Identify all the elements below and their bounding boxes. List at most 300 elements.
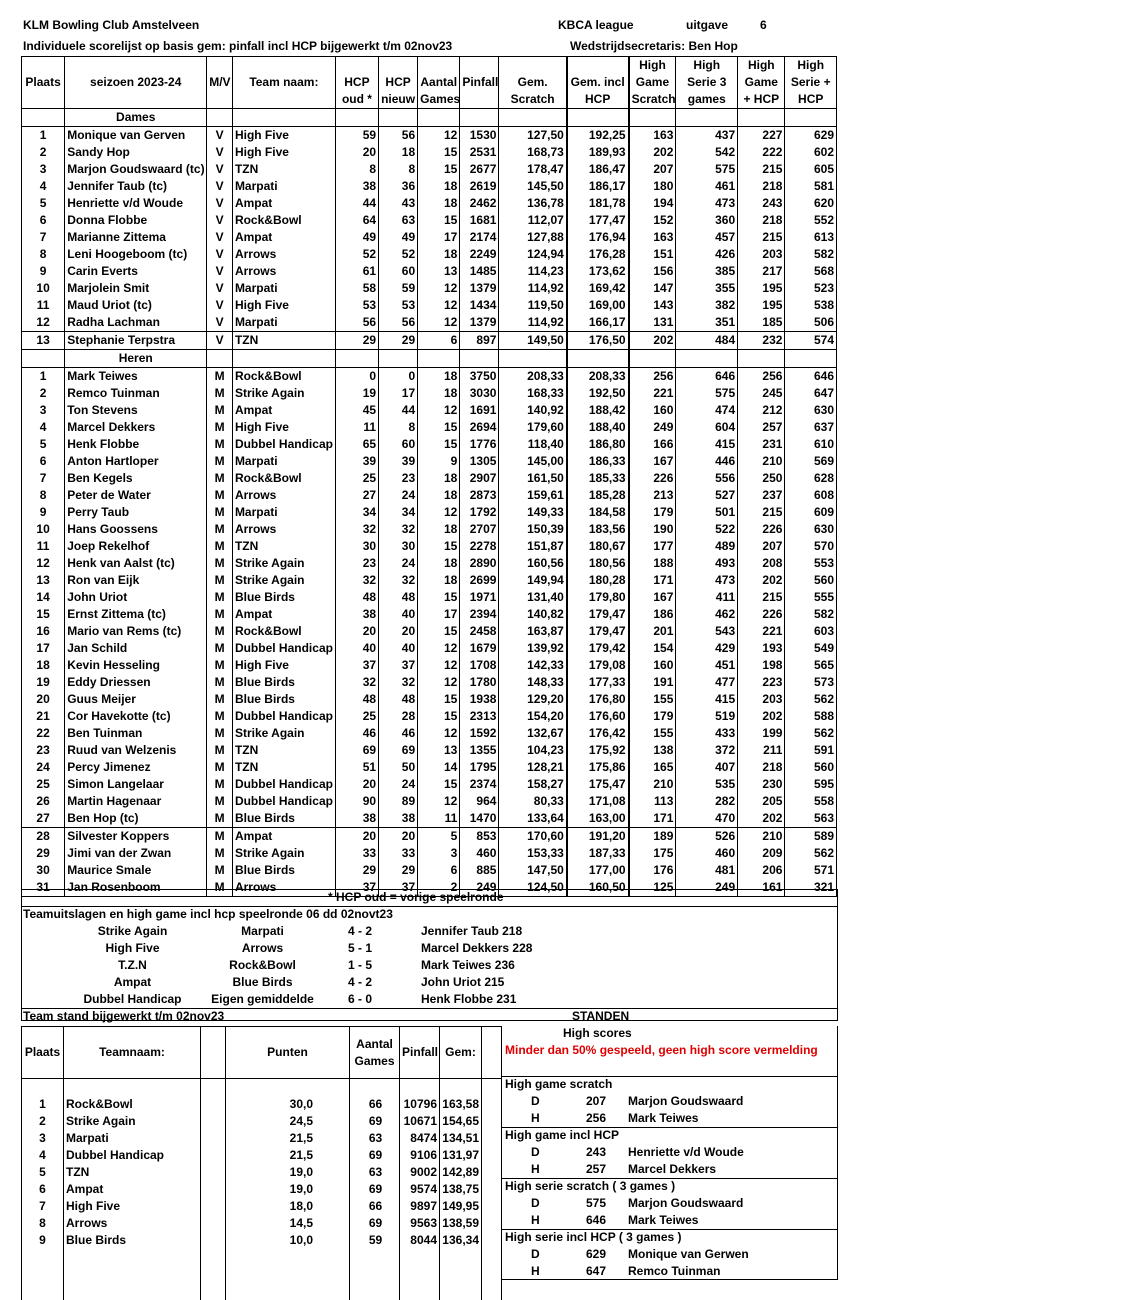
table-row [22, 691, 837, 708]
cell-gem-hcp: 191,20 [567, 828, 629, 846]
cell-hg-hcp: 185 [738, 314, 785, 332]
cell-team: Dubbel Handicap [232, 708, 335, 725]
cell-team: Strike Again [232, 385, 335, 402]
cell-hg-scratch: 175 [629, 845, 676, 862]
cell-pinfall: 3750 [460, 368, 499, 386]
cell-hg-scratch: 177 [629, 538, 676, 555]
cell-hg-scratch: 249 [629, 419, 676, 436]
cell-team: Blue Birds [232, 674, 335, 691]
cell-hs-hcp: 562 [785, 725, 837, 742]
cell-gem-hcp: 176,60 [567, 708, 629, 725]
team-cell-plaats: 5 [22, 1164, 64, 1181]
cell-hcp-nieuw: 8 [379, 419, 418, 436]
cell-hcp-oud: 30 [335, 538, 378, 555]
high-score-title: High serie incl HCP ( 3 games ) [505, 1230, 682, 1244]
blank-cell [482, 1113, 502, 1130]
team-col-punten: Punten [226, 1027, 350, 1079]
cell-naam: Perry Taub [65, 504, 207, 521]
cell-team: Marpati [232, 314, 335, 332]
cell-hs-hcp: 560 [785, 759, 837, 776]
team-row [22, 1147, 502, 1164]
cell-pinfall: 1776 [460, 436, 499, 453]
blank-cell [201, 1283, 226, 1300]
table-row [22, 810, 837, 828]
cell-hcp-nieuw: 32 [379, 521, 418, 538]
high-score-title: High game incl HCP [505, 1128, 620, 1142]
cell-hs-hcp: 570 [785, 538, 837, 555]
cell-hs-hcp: 646 [785, 368, 837, 386]
team-row [22, 1181, 502, 1198]
cell-hs-hcp: 538 [785, 297, 837, 314]
cell-hg-hcp: 215 [738, 229, 785, 246]
col-hs-3: High Serie 3 games [676, 57, 738, 109]
cell-games: 13 [418, 742, 460, 759]
cell-gem-hcp: 186,80 [567, 436, 629, 453]
result-high-game: Marcel Dekkers 228 [421, 941, 533, 955]
cell-pinfall: 460 [460, 845, 499, 862]
cell-hs-hcp: 605 [785, 161, 837, 178]
team-row [22, 1215, 502, 1232]
team-cell-plaats: 9 [22, 1232, 64, 1249]
cell-games: 15 [418, 144, 460, 161]
cell-gem-hcp: 177,33 [567, 674, 629, 691]
cell-pinfall: 897 [460, 332, 499, 350]
cell-plaats: 1 [22, 127, 65, 145]
cell-hg-scratch: 155 [629, 691, 676, 708]
blank-cell [785, 350, 837, 368]
team-col-blank [482, 1027, 502, 1079]
result-score: 4 - 2 [347, 924, 372, 938]
cell-plaats: 1 [22, 368, 65, 386]
table-row [22, 521, 837, 538]
cell-hg-scratch: 143 [629, 297, 676, 314]
cell-gem-hcp: 177,47 [567, 212, 629, 229]
team-col-pinfall: Pinfall [400, 1027, 440, 1079]
cell-gem-scratch: 153,33 [499, 845, 567, 862]
cell-mv: M [207, 402, 233, 419]
cell-naam: Jan Rosenboom [65, 879, 207, 897]
cell-games: 17 [418, 606, 460, 623]
cell-hcp-nieuw: 63 [379, 212, 418, 229]
cell-pinfall: 1795 [460, 759, 499, 776]
cell-hg-hcp: 207 [738, 538, 785, 555]
cell-plaats: 30 [22, 862, 65, 879]
cell-mv: M [207, 879, 233, 897]
table-row [22, 419, 837, 436]
table-row [22, 828, 837, 846]
cell-hcp-oud: 44 [335, 195, 378, 212]
team-col-plaats: Plaats [22, 1027, 64, 1079]
cell-hg-hcp: 217 [738, 263, 785, 280]
cell-gem-hcp: 181,78 [567, 195, 629, 212]
cell-hg-scratch: 160 [629, 657, 676, 674]
cell-hs-hcp: 582 [785, 606, 837, 623]
blank-cell [482, 1283, 502, 1300]
cell-mv: V [207, 280, 233, 297]
cell-plaats: 5 [22, 195, 65, 212]
cell-hg-scratch: 154 [629, 640, 676, 657]
cell-plaats: 25 [22, 776, 65, 793]
team-col-games: Aantal Games [350, 1027, 400, 1079]
cell-mv: V [207, 332, 233, 350]
cell-gem-scratch: 114,23 [499, 263, 567, 280]
cell-pinfall: 1470 [460, 810, 499, 828]
high-score-score: 243 [586, 1145, 607, 1159]
cell-hs-3: 460 [676, 845, 738, 862]
team-row [22, 1232, 502, 1249]
team-row [22, 1164, 502, 1181]
cell-hg-scratch: 151 [629, 246, 676, 263]
cell-hcp-nieuw: 48 [379, 691, 418, 708]
cell-gem-hcp: 189,93 [567, 144, 629, 161]
cell-hcp-oud: 52 [335, 246, 378, 263]
cell-hg-hcp: 205 [738, 793, 785, 810]
cell-hcp-oud: 20 [335, 144, 378, 161]
table-row [22, 725, 837, 742]
cell-hg-hcp: 203 [738, 246, 785, 263]
cell-games: 12 [418, 127, 460, 145]
cell-hs-hcp: 569 [785, 453, 837, 470]
cell-hs-3: 385 [676, 263, 738, 280]
edition-number: 6 [760, 18, 767, 32]
cell-hcp-oud: 56 [335, 314, 378, 332]
cell-hs-hcp: 602 [785, 144, 837, 161]
cell-gem-hcp: 169,00 [567, 297, 629, 314]
team-cell-games: 69 [350, 1215, 400, 1232]
cell-pinfall: 1971 [460, 589, 499, 606]
result-score: 6 - 0 [347, 992, 372, 1006]
cell-gem-hcp: 183,56 [567, 521, 629, 538]
cell-gem-scratch: 170,60 [499, 828, 567, 846]
cell-hcp-nieuw: 37 [379, 879, 418, 897]
cell-games: 15 [418, 436, 460, 453]
team-cell-plaats: 7 [22, 1198, 64, 1215]
cell-hg-scratch: 165 [629, 759, 676, 776]
cell-naam: Peter de Water [65, 487, 207, 504]
cell-gem-hcp: 180,56 [567, 555, 629, 572]
cell-gem-scratch: 140,82 [499, 606, 567, 623]
blank-cell [418, 109, 460, 127]
cell-pinfall: 1379 [460, 314, 499, 332]
cell-plaats: 6 [22, 212, 65, 229]
cell-hcp-oud: 58 [335, 280, 378, 297]
cell-plaats: 12 [22, 555, 65, 572]
blank-cell [201, 1266, 226, 1283]
cell-hcp-nieuw: 46 [379, 725, 418, 742]
cell-hcp-nieuw: 36 [379, 178, 418, 195]
cell-mv: M [207, 862, 233, 879]
page-subtitle: Individuele scorelijst op basis gem: pinfall incl HCP bijgewerkt t/m 02nov23 [23, 39, 453, 53]
high-score-gender: D [531, 1094, 540, 1108]
team-row [22, 1096, 502, 1113]
cell-naam: Donna Flobbe [65, 212, 207, 229]
result-home-team: High Five [105, 941, 160, 955]
cell-mv: M [207, 385, 233, 402]
cell-hs-3: 522 [676, 521, 738, 538]
cell-games: 15 [418, 623, 460, 640]
cell-hs-hcp: 549 [785, 640, 837, 657]
cell-hcp-oud: 23 [335, 555, 378, 572]
cell-hs-3: 433 [676, 725, 738, 742]
cell-plaats: 11 [22, 538, 65, 555]
result-score: 5 - 1 [347, 941, 372, 955]
high-score-player: Mark Teiwes [628, 1213, 699, 1227]
cell-gem-hcp: 208,33 [567, 368, 629, 386]
table-row [22, 280, 837, 297]
cell-team: Rock&Bowl [232, 623, 335, 640]
cell-hg-scratch: 152 [629, 212, 676, 229]
cell-plaats: 19 [22, 674, 65, 691]
cell-team: Arrows [232, 246, 335, 263]
cell-hg-scratch: 188 [629, 555, 676, 572]
cell-hs-3: 411 [676, 589, 738, 606]
blank-cell [201, 1113, 226, 1130]
cell-pinfall: 1938 [460, 691, 499, 708]
cell-games: 11 [418, 810, 460, 828]
cell-hcp-oud: 48 [335, 589, 378, 606]
table-row [22, 332, 837, 350]
cell-hcp-oud: 34 [335, 504, 378, 521]
cell-games: 6 [418, 332, 460, 350]
blank-cell [201, 1232, 226, 1249]
cell-games: 18 [418, 572, 460, 589]
cell-games: 9 [418, 453, 460, 470]
cell-hs-hcp: 562 [785, 845, 837, 862]
cell-hcp-oud: 39 [335, 453, 378, 470]
high-score-player: Mark Teiwes [628, 1111, 699, 1125]
cell-hs-3: 543 [676, 623, 738, 640]
team-cell-gem: 131,97 [440, 1147, 482, 1164]
cell-hs-3: 473 [676, 572, 738, 589]
cell-hg-scratch: 171 [629, 810, 676, 828]
col-hs-hcp: High Serie + HCP [785, 57, 837, 109]
cell-hs-3: 457 [676, 229, 738, 246]
cell-hg-scratch: 194 [629, 195, 676, 212]
cell-naam: Henk van Aalst (tc) [65, 555, 207, 572]
cell-games: 3 [418, 845, 460, 862]
cell-games: 12 [418, 640, 460, 657]
team-cell-naam: Marpati [64, 1130, 201, 1147]
cell-gem-scratch: 154,20 [499, 708, 567, 725]
cell-team: Ampat [232, 606, 335, 623]
cell-hs-3: 360 [676, 212, 738, 229]
cell-hg-scratch: 191 [629, 674, 676, 691]
cell-team: Arrows [232, 263, 335, 280]
cell-gem-scratch: 159,61 [499, 487, 567, 504]
cell-gem-hcp: 179,47 [567, 606, 629, 623]
cell-hg-hcp: 210 [738, 453, 785, 470]
team-cell-punten: 18,0 [226, 1198, 350, 1215]
cell-hg-hcp: 218 [738, 759, 785, 776]
cell-hg-hcp: 256 [738, 368, 785, 386]
cell-naam: Maud Uriot (tc) [65, 297, 207, 314]
cell-team: High Five [232, 297, 335, 314]
cell-hs-3: 382 [676, 297, 738, 314]
high-score-gender: H [531, 1213, 540, 1227]
cell-naam: Mark Teiwes [65, 368, 207, 386]
table-row [22, 793, 837, 810]
cell-pinfall: 2890 [460, 555, 499, 572]
cell-gem-scratch: 129,20 [499, 691, 567, 708]
cell-mv: M [207, 828, 233, 846]
cell-naam: Ernst Zittema (tc) [65, 606, 207, 623]
result-away-team: Marpati [241, 924, 284, 938]
cell-pinfall: 2462 [460, 195, 499, 212]
cell-plaats: 24 [22, 759, 65, 776]
cell-games: 12 [418, 725, 460, 742]
cell-hg-hcp: 232 [738, 332, 785, 350]
table-row [22, 589, 837, 606]
cell-hcp-oud: 32 [335, 521, 378, 538]
cell-hcp-oud: 64 [335, 212, 378, 229]
cell-hg-hcp: 202 [738, 810, 785, 828]
cell-hcp-oud: 46 [335, 725, 378, 742]
cell-pinfall: 964 [460, 793, 499, 810]
high-score-player: Marjon Goudswaard [628, 1094, 744, 1108]
cell-pinfall: 3030 [460, 385, 499, 402]
cell-hs-hcp: 588 [785, 708, 837, 725]
cell-pinfall: 885 [460, 862, 499, 879]
footnote: * HCP oud = vorige speelronde [328, 890, 504, 904]
blank-cell [201, 1096, 226, 1113]
table-row [22, 297, 837, 314]
cell-hcp-nieuw: 18 [379, 144, 418, 161]
cell-gem-hcp: 184,58 [567, 504, 629, 521]
cell-plaats: 21 [22, 708, 65, 725]
cell-plaats: 3 [22, 161, 65, 178]
result-away-team: Eigen gemiddelde [211, 992, 314, 1006]
cell-team: High Five [232, 657, 335, 674]
cell-gem-scratch: 149,94 [499, 572, 567, 589]
cell-hcp-nieuw: 32 [379, 674, 418, 691]
col-plaats: Plaats [22, 57, 65, 109]
filler-row [22, 1266, 502, 1283]
cell-team: TZN [232, 161, 335, 178]
cell-gem-scratch: 140,92 [499, 402, 567, 419]
cell-gem-hcp: 185,33 [567, 470, 629, 487]
result-home-team: Strike Again [97, 924, 168, 938]
cell-hs-3: 489 [676, 538, 738, 555]
cell-plaats: 7 [22, 229, 65, 246]
cell-naam: Radha Lachman [65, 314, 207, 332]
cell-naam: Simon Langelaar [65, 776, 207, 793]
cell-mv: M [207, 521, 233, 538]
cell-hcp-oud: 61 [335, 263, 378, 280]
cell-gem-hcp: 187,33 [567, 845, 629, 862]
blank-cell [567, 109, 629, 127]
cell-naam: Monique van Gerven [65, 127, 207, 145]
table-row [22, 314, 837, 332]
blank-cell [207, 350, 233, 368]
cell-mv: M [207, 453, 233, 470]
table-row [22, 657, 837, 674]
spacer-row [22, 1079, 502, 1097]
blank-cell [629, 109, 676, 127]
cell-mv: M [207, 725, 233, 742]
team-cell-punten: 21,5 [226, 1147, 350, 1164]
high-score-score: 646 [586, 1213, 607, 1227]
cell-gem-scratch: 145,50 [499, 178, 567, 195]
cell-gem-scratch: 147,50 [499, 862, 567, 879]
high-score-gender: H [531, 1111, 540, 1125]
table-row [22, 606, 837, 623]
table-row [22, 178, 837, 195]
cell-gem-hcp: 186,47 [567, 161, 629, 178]
blank-cell [335, 109, 378, 127]
section-row [22, 109, 837, 127]
team-col-gem: Gem: [440, 1027, 482, 1079]
standen-title: STANDEN [572, 1009, 630, 1023]
cell-gem-scratch: 142,33 [499, 657, 567, 674]
table-row [22, 385, 837, 402]
cell-hs-3: 446 [676, 453, 738, 470]
cell-pinfall: 1679 [460, 640, 499, 657]
result-high-game: Henk Flobbe 231 [421, 992, 517, 1006]
blank-cell [418, 350, 460, 368]
cell-mv: V [207, 297, 233, 314]
cell-pinfall: 1780 [460, 674, 499, 691]
cell-games: 5 [418, 828, 460, 846]
cell-gem-scratch: 80,33 [499, 793, 567, 810]
cell-hcp-nieuw: 37 [379, 657, 418, 674]
cell-naam: Marjolein Smit [65, 280, 207, 297]
blank-cell [460, 350, 499, 368]
cell-mv: V [207, 229, 233, 246]
cell-hcp-nieuw: 0 [379, 368, 418, 386]
cell-hg-hcp: 218 [738, 212, 785, 229]
cell-hs-3: 484 [676, 332, 738, 350]
cell-mv: V [207, 144, 233, 161]
high-score-warning: Minder dan 50% gespeeld, geen high score vermelding [505, 1043, 818, 1057]
cell-pinfall: 2374 [460, 776, 499, 793]
blank-cell [350, 1266, 400, 1283]
cell-hs-hcp: 574 [785, 332, 837, 350]
cell-plaats: 10 [22, 280, 65, 297]
cell-plaats: 16 [22, 623, 65, 640]
cell-gem-hcp: 175,92 [567, 742, 629, 759]
cell-mv: M [207, 572, 233, 589]
cell-hcp-nieuw: 24 [379, 555, 418, 572]
cell-naam: Mario van Rems (tc) [65, 623, 207, 640]
cell-hcp-nieuw: 33 [379, 845, 418, 862]
cell-gem-hcp: 169,42 [567, 280, 629, 297]
blank-cell [440, 1249, 482, 1266]
cell-hs-hcp: 610 [785, 436, 837, 453]
cell-hg-hcp: 245 [738, 385, 785, 402]
cell-hg-scratch: 226 [629, 470, 676, 487]
cell-hs-hcp: 630 [785, 521, 837, 538]
cell-games: 18 [418, 470, 460, 487]
cell-games: 14 [418, 759, 460, 776]
cell-mv: M [207, 555, 233, 572]
col-hcp-oud: HCP oud * [335, 57, 378, 109]
table-row [22, 453, 837, 470]
cell-pinfall: 853 [460, 828, 499, 846]
cell-gem-scratch: 178,47 [499, 161, 567, 178]
cell-gem-hcp: 179,47 [567, 623, 629, 640]
cell-hcp-nieuw: 44 [379, 402, 418, 419]
team-cell-pinfall: 9574 [400, 1181, 440, 1198]
high-score-gender: D [531, 1196, 540, 1210]
cell-games: 15 [418, 212, 460, 229]
blank-cell [499, 350, 567, 368]
cell-hcp-nieuw: 29 [379, 862, 418, 879]
cell-hs-hcp: 573 [785, 674, 837, 691]
cell-hs-hcp: 552 [785, 212, 837, 229]
cell-hcp-nieuw: 39 [379, 453, 418, 470]
table-row [22, 263, 837, 280]
blank-cell [460, 109, 499, 127]
